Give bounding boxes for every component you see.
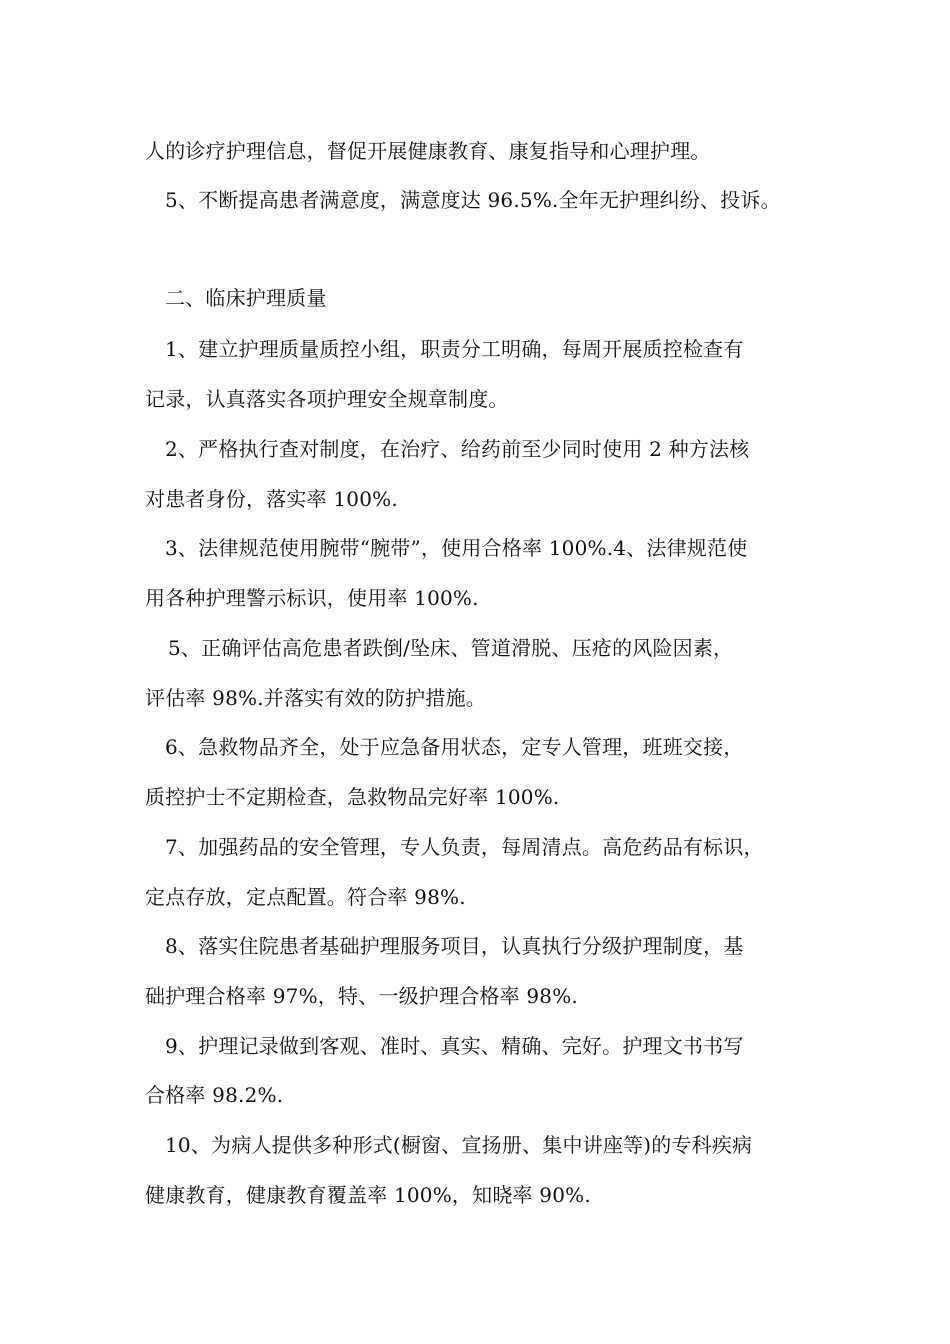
text-line-15: 8、落实住院患者基础护理服务项目，认真执行分级护理制度，基 [165, 934, 744, 958]
text-line-18: 合格率 98.2%. [145, 1083, 284, 1107]
text-line-19: 10、为病人提供多种形式(橱窗、宣扬册、集中讲座等)的专科疾病 [165, 1133, 753, 1157]
text-line-17: 9、护理记录做到客观、准时、真实、精确、完好。护理文书书写 [165, 1034, 744, 1058]
text-line-5: 2、严格执行查对制度，在治疗、给药前至少同时使用 2 种方法核 [165, 437, 750, 461]
text-line-10: 评估率 98%.并落实有效的防护措施。 [145, 686, 486, 710]
text-line-7: 3、法律规范使用腕带“腕带”，使用合格率 100%.4、法律规范使 [165, 536, 748, 560]
text-line-16: 础护理合格率 97%，特、一级护理合格率 98%. [145, 984, 578, 1008]
text-line-4: 记录，认真落实各项护理安全规章制度。 [145, 387, 509, 411]
text-line-14: 定点存放，定点配置。符合率 98%. [145, 885, 466, 909]
text-line-12: 质控护士不定期检查，急救物品完好率 100%. [145, 785, 560, 809]
section-heading: 二、临床护理质量 [165, 286, 327, 310]
text-line-9: 5、正确评估高危患者跌倒/坠床、管道滑脱、压疮的风险因素， [168, 636, 734, 660]
text-line-1: 人的诊疗护理信息，督促开展健康教育、康复指导和心理护理。 [145, 139, 711, 163]
text-line-20: 健康教育，健康教育覆盖率 100%，知晓率 90%. [145, 1183, 591, 1207]
text-line-6: 对患者身份，落实率 100%. [145, 487, 398, 511]
text-line-11: 6、急救物品齐全，处于应急备用状态，定专人管理，班班交接， [165, 735, 744, 759]
text-line-2: 5、不断提高患者满意度，满意度达 96.5%.全年无护理纠纷、投诉。 [165, 188, 781, 212]
text-line-3: 1、建立护理质量质控小组，职责分工明确，每周开展质控检查有 [165, 337, 744, 361]
text-line-13: 7、加强药品的安全管理，专人负责，每周清点。高危药品有标识， [165, 835, 764, 859]
text-line-8: 用各种护理警示标识，使用率 100%. [145, 586, 479, 610]
